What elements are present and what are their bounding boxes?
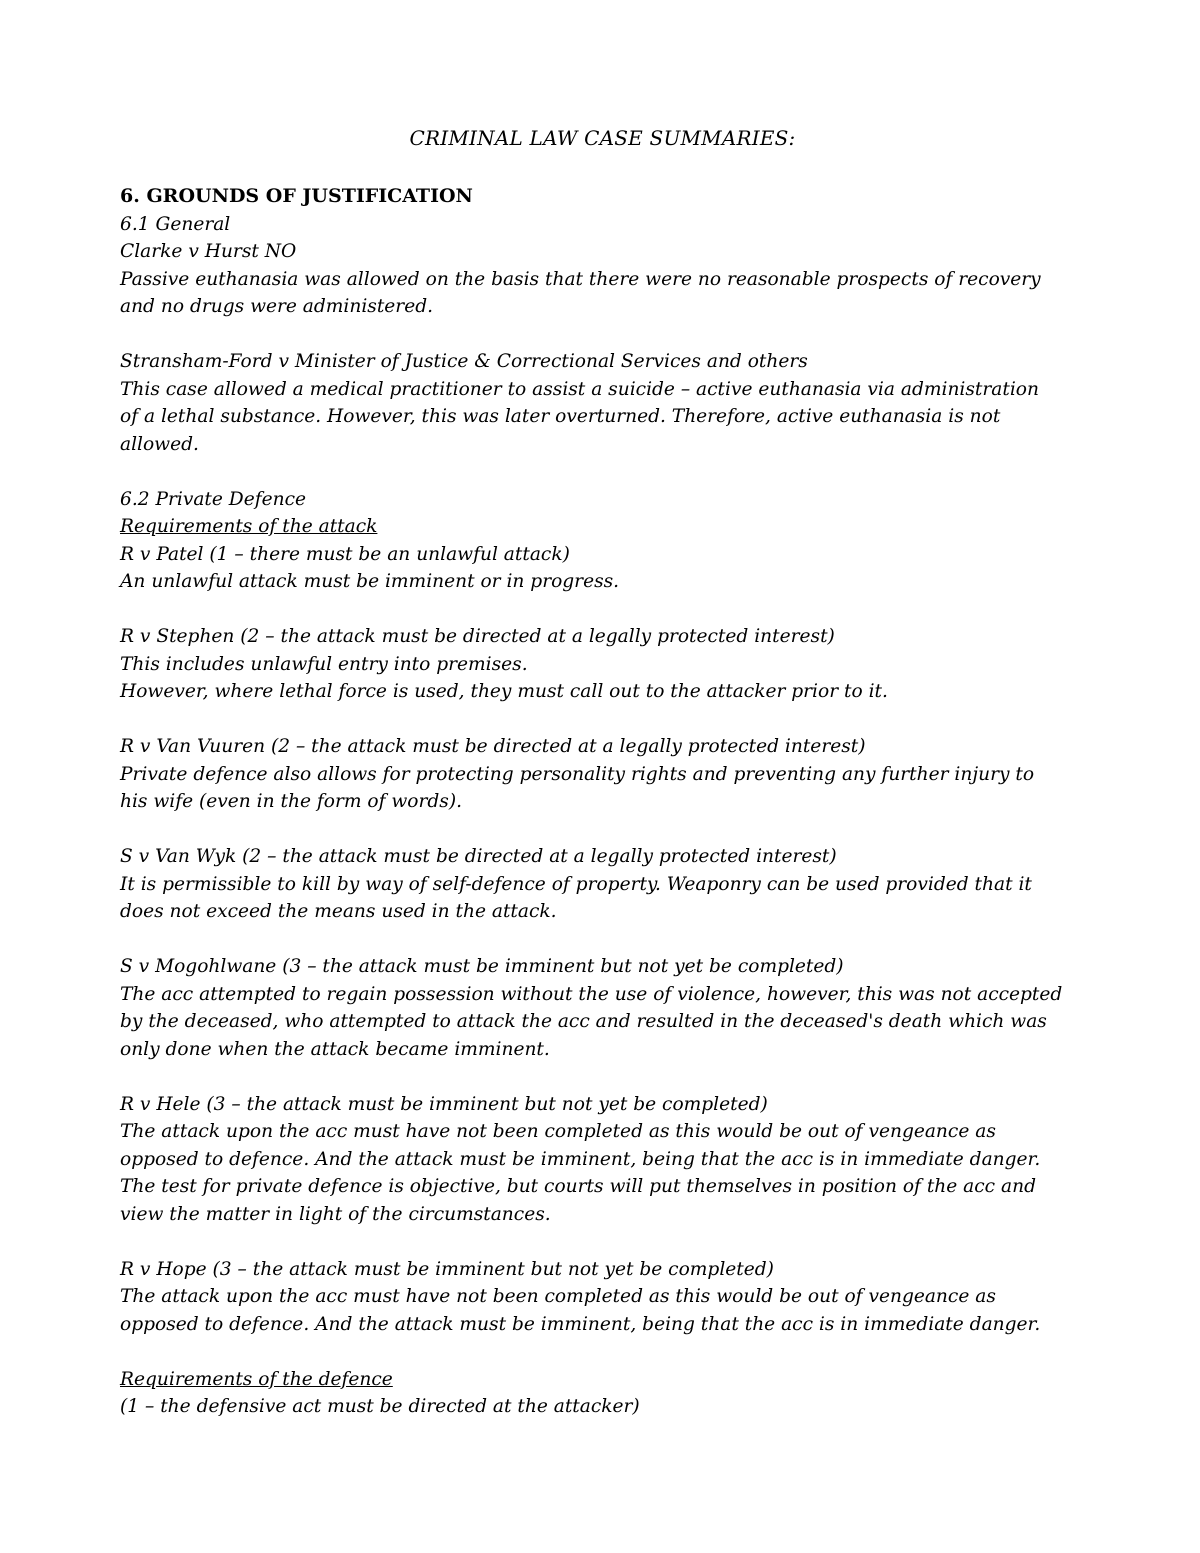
subsection-general: 6.1 General <box>120 213 231 235</box>
subsection-private-defence: 6.2 Private Defence <box>120 488 306 510</box>
case-title-van-wyk: S v Van Wyk (2 – the attack must be directed at a legally protected interest) <box>120 846 837 867</box>
defence-requirement-1: (1 – the defensive act must be directed at the attacker) <box>120 1396 640 1417</box>
case-text-line: allowed. <box>120 433 199 455</box>
case-text-line: Passive euthanasia was allowed on the basis that there were no reasonable prospects of recovery <box>120 268 1041 290</box>
document-page <box>120 118 1085 1421</box>
case-text-line: of a lethal substance. However, this was later overturned. Therefore, active euthanasia is not <box>120 406 1001 427</box>
requirements-attack-heading: Requirements of the attack <box>120 516 378 537</box>
paragraph-gap <box>120 1228 1085 1256</box>
paragraph-gap <box>120 1338 1085 1366</box>
case-title-van-vuuren: R v Van Vuuren (2 – the attack must be directed at a legally protected interest) <box>120 736 866 757</box>
case-text-line: This case allowed a medical practitioner to assist a suicide – active euthanasia via administration <box>120 378 1039 400</box>
paragraph-gap <box>120 1063 1085 1091</box>
case-text-line: It is permissible to kill by way of self-defence of property. Weaponry can be used provided that it <box>120 873 1032 895</box>
case-text-line: The attack upon the acc must have not been completed as this would be out of vengeance as <box>120 1121 996 1142</box>
case-title-patel: R v Patel (1 – there must be an unlawful attack) <box>120 543 570 565</box>
case-text-line: view the matter in light of the circumstances. <box>120 1203 551 1225</box>
case-text-line: This includes unlawful entry into premises. <box>120 653 528 675</box>
case-text-line: The test for private defence is objective, but courts will put themselves in position of the acc and <box>120 1176 1036 1197</box>
case-title-stransham-ford: Stransham-Ford v Minister of Justice & Correctional Services and others <box>120 351 808 372</box>
case-text-line: and no drugs were administered. <box>120 296 434 317</box>
case-title-hope: R v Hope (3 – the attack must be imminent but not yet be completed) <box>120 1258 774 1280</box>
case-text-line: However, where lethal force is used, they must call out to the attacker prior to it. <box>120 681 888 702</box>
case-text-line: Private defence also allows for protecting personality rights and preventing any further injury to <box>120 763 1035 785</box>
case-title-mogohlwane: S v Mogohlwane (3 – the attack must be imminent but not yet be completed) <box>120 956 844 977</box>
section-heading: 6. GROUNDS OF JUSTIFICATION <box>120 185 473 207</box>
paragraph-gap <box>120 926 1085 954</box>
case-text-line: The acc attempted to regain possession without the use of violence, however, this was not accepted <box>120 983 1063 1005</box>
case-text-line: The attack upon the acc must have not been completed as this would be out of vengeance as <box>120 1286 996 1307</box>
case-text-line: only done when the attack became imminent. <box>120 1038 550 1060</box>
case-text-line: An unlawful attack must be imminent or in progress. <box>120 571 620 592</box>
paragraph-gap <box>120 706 1085 734</box>
case-title-hele: R v Hele (3 – the attack must be imminent but not yet be completed) <box>120 1093 768 1115</box>
case-text-line: does not exceed the means used in the attack. <box>120 901 557 922</box>
case-text-line: opposed to defence. And the attack must be imminent, being that the acc is in immediate danger. <box>120 1313 1041 1335</box>
paragraph-gap <box>120 816 1085 844</box>
case-text-line: opposed to defence. And the attack must be imminent, being that the acc is in immediate danger. <box>120 1148 1041 1170</box>
case-title-clarke: Clarke v Hurst NO <box>120 241 297 262</box>
paragraph-gap <box>120 321 1085 349</box>
paragraph-gap <box>120 458 1085 486</box>
paragraph-gap <box>120 596 1085 624</box>
case-text-line: his wife (even in the form of words). <box>120 791 462 812</box>
requirements-defence-heading: Requirements of the defence <box>120 1368 393 1390</box>
document-title: CRIMINAL LAW CASE SUMMARIES: <box>409 126 796 150</box>
case-title-stephen: R v Stephen (2 – the attack must be directed at a legally protected interest) <box>120 626 835 647</box>
case-text-line: by the deceased, who attempted to attack the acc and resulted in the deceased's death which was <box>120 1011 1047 1032</box>
